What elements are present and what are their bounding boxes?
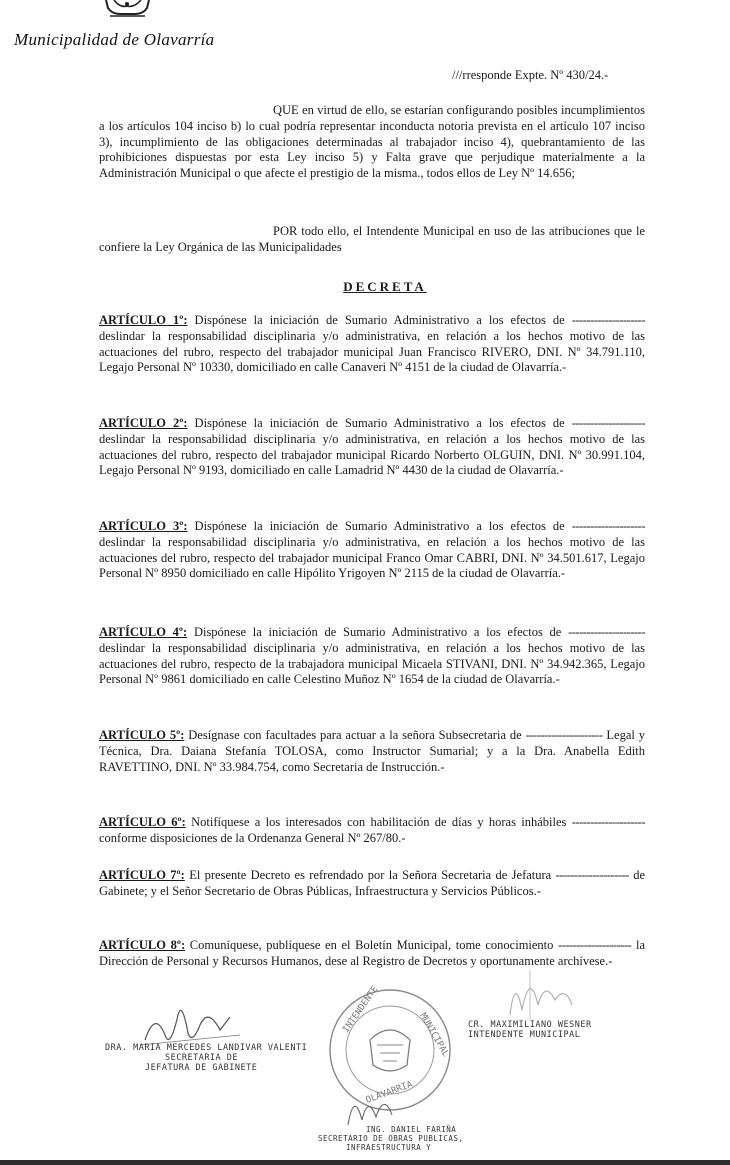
article-dash: -------------------- (571, 313, 645, 327)
institution-name: Municipalidad de Olavarría (14, 30, 215, 49)
article-dash: -------------------- (571, 416, 645, 430)
therefore-text: POR todo ello, el Intendente Municipal en uso de las atribuciones que le confiere la Ley Orgánica de las Municipalidades (99, 224, 645, 254)
whereas-paragraph (99, 103, 645, 182)
signature-block-left (105, 1043, 307, 1073)
seal-text-top: INTENDENTE (341, 985, 381, 1035)
article-label: ARTÍCULO 2º: (99, 416, 188, 430)
article-label: ARTÍCULO 4º: (99, 625, 188, 639)
article-dash: -------------------- (555, 868, 629, 882)
signature-right-icon (500, 965, 590, 1025)
article-4 (99, 625, 645, 688)
article-text: la Dirección de Personal y Recursos Humanos, dese al Registro de Decretos y oportunamente archívese.- (99, 938, 645, 968)
article-label: ARTÍCULO 5º: (99, 728, 185, 742)
seal-text-bottom: OLAVARRIA (364, 1079, 414, 1106)
article-lead: El presente Decreto es refrendado por la Señora Secretaria de Jefatura (189, 868, 552, 882)
signer-title: INTENDENTE MUNICIPAL (468, 1030, 581, 1040)
article-5 (99, 728, 645, 775)
article-lead: Desígnase con facultades para actuar a la señora Subsecretaria de (188, 728, 522, 742)
bottom-edge-bar (0, 1160, 730, 1165)
article-dash: --------------------- (568, 625, 645, 639)
article-text: deslindar la responsabilidad disciplinaria y/o administrativa, en relación a los hechos motivo de las actuaciones del rubro, respecto de la trabajadora municipal Micaela STIVANI, DNI. Nº 34.942.365, Legajo Personal Nº 9861 domiciliado en calle Celestino Muñoz Nº 1654 de la ciudad de Olavarría.- (99, 640, 645, 687)
article-2 (99, 416, 645, 479)
article-text: de Gabinete; y el Señor Secretario de Obras Públicas, Infraestructura y Servicios Públicos.- (99, 868, 646, 898)
signer-name: ING. DANIEL FARIÑA (366, 1125, 457, 1134)
therefore-paragraph (99, 224, 645, 256)
signer-title: SECRETARIO DE OBRAS PUBLICAS, (318, 1134, 464, 1143)
article-3 (99, 519, 645, 582)
article-label: ARTÍCULO 7º: (99, 868, 185, 882)
signature-bottom-icon (340, 1085, 410, 1130)
article-text: deslindar la responsabilidad disciplinaria y/o administrativa, en relación a los hechos motivo de las actuaciones del rubro, respecto del trabajador municipal Ricardo Norberto OLGUIN, DNI. Nº 30.991.104, Legajo Personal Nº 9193, domiciliado en calle Lamadrid Nº 4430 de la ciudad de Olavarría.- (99, 431, 645, 478)
article-lead: Dispónese la iniciación de Sumario Administrativo a los efectos de (193, 625, 562, 639)
article-label: ARTÍCULO 3º: (99, 519, 188, 533)
article-1 (99, 313, 645, 376)
decree-heading-text: DECRETA (343, 279, 427, 294)
article-dash: -------------------- (571, 519, 645, 533)
signature-block-right (468, 1020, 592, 1040)
signer-title: SECRETARIA DE (165, 1053, 239, 1063)
article-lead: Dispónese la iniciación de Sumario Administrativo a los efectos de (194, 416, 565, 430)
signer-name: DRA. MARIA MERCEDES LANDIVAR VALENTI (105, 1043, 308, 1053)
article-dash: --------------------- (525, 728, 603, 742)
article-lead: Dispónese la iniciación de Sumario Administrativo a los efectos de (194, 313, 565, 327)
seal-text-right: MUNICIPAL (417, 1011, 451, 1059)
article-6 (99, 815, 645, 847)
article-lead: Notifíquese a los interesados con habilitación de días y horas inhábiles (191, 815, 567, 829)
article-lead: Comuníquese, publíquese en el Boletín Municipal, tome conocimiento (189, 938, 554, 952)
article-7 (99, 868, 645, 900)
signer-name: CR. MAXIMILIANO WESNER (468, 1020, 592, 1030)
signer-title: INFRAESTRUCTURA Y (346, 1143, 432, 1152)
article-text: deslindar la responsabilidad disciplinaria y/o administrativa, en relación a los hechos motivo de las actuaciones del rubro, respecto del trabajador municipal Franco Omar CABRI, DNI. Nº 34.501.617, Legajo Personal Nº 8950 domiciliado en calle Hipólito Yrigoyen Nº 2115 de la ciudad de Olavarría.- (99, 534, 645, 581)
article-text: Legal y Técnica, Dra. Daiana Stefanía TOLOSA, como Instructor Sumarial; y a la Dra. Anabella Edith RAVETTINO, DNI. Nº 33.984.754, como Secretaria de Instrucción.- (99, 728, 645, 774)
article-text: deslindar la responsabilidad disciplinaria y/o administrativa, en relación a los hechos motivo de las actuaciones del rubro, respecto del trabajador municipal Juan Francisco RIVERO, DNI. Nº 34.791.110, Legajo Personal Nº 10330, domiciliado en calle Canaveri Nº 4151 de la ciudad de Olavarría.- (99, 328, 645, 375)
article-dash: -------------------- (558, 938, 632, 952)
signer-title: JEFATURA DE GABINETE (145, 1063, 258, 1073)
article-label: ARTÍCULO 6º: (99, 815, 186, 829)
municipal-crest-icon (100, 0, 155, 18)
signature-block-bottom (318, 1125, 463, 1152)
article-label: ARTÍCULO 1º: (99, 313, 188, 327)
file-reference: ///rresponde Expte. Nº 430/24.- (452, 68, 609, 82)
article-dash: -------------------- (571, 815, 646, 829)
whereas-text: QUE en virtud de ello, se estarían configurando posibles incumplimientos a los artículos 104 inciso b) lo cual podría representar inconducta notoria prevista en el artículo 107 inciso 3), incumplimiento de las obligaciones determinadas al trabajador inciso 4), quebrantamiento de las prohibiciones dispuestas por esta Ley inciso 5) y Falta grave que perjudique materialmente a la Administración Municipal o que afecte el prestigio de la misma., todos ellos de Ley Nº 14.656; (99, 103, 645, 181)
article-lead: Dispónese la iniciación de Sumario Administrativo a los efectos de (194, 519, 565, 533)
article-text: conforme disposiciones de la Ordenanza General Nº 267/80.- (99, 830, 406, 845)
decree-heading (0, 279, 730, 295)
article-label: ARTÍCULO 8º: (99, 938, 186, 952)
